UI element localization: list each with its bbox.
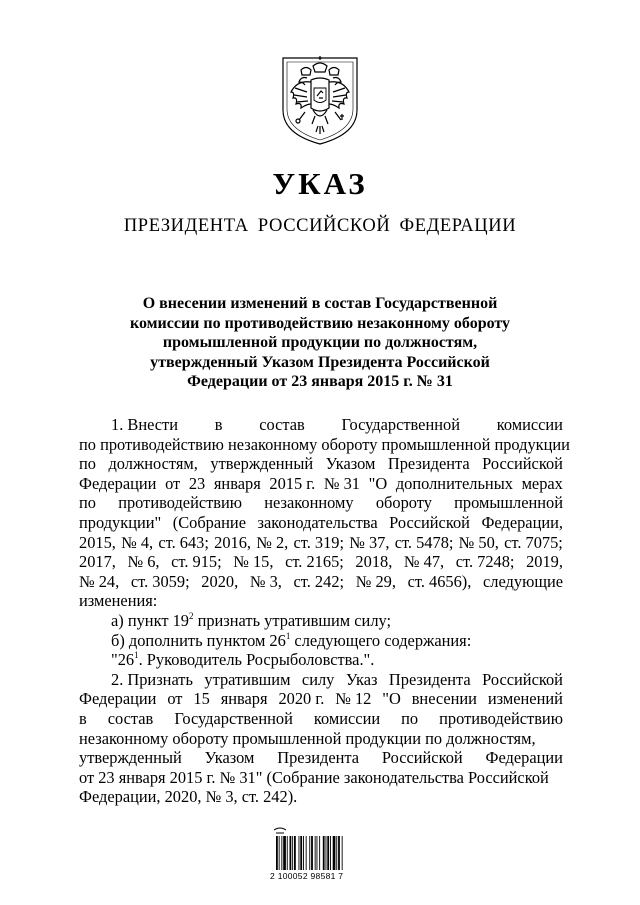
barcode-bar xyxy=(338,836,340,870)
word: по xyxy=(79,454,96,474)
barcode-bar xyxy=(319,836,320,870)
word: по xyxy=(79,493,96,513)
word: № 2, xyxy=(256,532,289,552)
word: Федерации xyxy=(79,473,157,493)
barcode-bar xyxy=(317,836,318,870)
word: № 6, xyxy=(127,552,160,572)
word: 2020, xyxy=(201,571,239,591)
word: противодействию xyxy=(439,708,563,728)
word: следующие xyxy=(483,571,563,591)
document-title: УКАЗ xyxy=(272,166,368,201)
barcode-bar xyxy=(276,836,278,870)
word: дополнительных xyxy=(395,473,513,493)
barcode-bar xyxy=(311,836,313,870)
body-line xyxy=(79,572,563,592)
word: Российской xyxy=(381,748,463,768)
word: изменений xyxy=(487,689,563,709)
word: ст. 643; xyxy=(158,532,209,552)
body-line: изменения: xyxy=(79,591,158,611)
word: Президента xyxy=(387,454,470,474)
word: Федерации, xyxy=(481,512,563,532)
body-line xyxy=(79,474,563,494)
word: № 4, xyxy=(121,532,154,552)
barcode-bar xyxy=(342,836,343,870)
word: № 3, xyxy=(249,571,282,591)
body-line: незаконному обороту промышленной продукции по должностям, xyxy=(79,728,536,748)
word: мерах xyxy=(521,473,563,493)
word: 2019, xyxy=(526,552,563,572)
word: продукции" xyxy=(79,512,162,532)
barcode-bar xyxy=(299,836,300,870)
body-line xyxy=(79,748,563,768)
word: в xyxy=(79,708,87,728)
state-emblem-icon xyxy=(277,52,363,146)
barcode-bar xyxy=(281,836,282,870)
word: Указ xyxy=(345,669,378,689)
document-subtitle: ПРЕЗИДЕНТА РОССИЙСКОЙ ФЕДЕРАЦИИ xyxy=(123,216,517,236)
body-line: Федерации, 2020, № 3, ст. 242). xyxy=(79,787,298,807)
barcode-bar xyxy=(294,836,296,870)
barcode-mark-icon xyxy=(274,828,286,833)
word: утвержденный xyxy=(210,454,314,474)
barcode-bar xyxy=(315,836,316,870)
heading-line: промышленной продукции по должностям, xyxy=(162,334,478,352)
word: ст. 7075; xyxy=(504,532,563,552)
word: ст. 4656), xyxy=(407,571,472,591)
body-line xyxy=(79,670,563,690)
word: ст. 7248; xyxy=(455,552,515,572)
barcode-bar xyxy=(336,836,337,870)
word: "О xyxy=(368,473,388,493)
word: "О xyxy=(382,689,401,709)
barcode-bar xyxy=(283,836,286,870)
body-line: по противодействию незаконному обороту промышленной продукции xyxy=(79,434,570,454)
body-line xyxy=(79,533,563,553)
body-line xyxy=(79,689,563,709)
body-line xyxy=(79,513,563,533)
word: Российской xyxy=(482,454,563,474)
word: января xyxy=(213,473,261,493)
word: ст. 3059; xyxy=(130,571,190,591)
word: Государственной xyxy=(174,708,293,728)
word: 2015, xyxy=(79,532,116,552)
word: должностям, xyxy=(108,454,198,474)
decree-heading xyxy=(120,294,520,392)
word: 2018, xyxy=(355,552,393,572)
heading-line: Федерации от 23 января 2015 г. № 31 xyxy=(187,373,453,391)
barcode-bar xyxy=(279,836,280,870)
word: 1. Внести xyxy=(111,415,178,434)
subitem-b: б) дополнить пунктом $26^1$ следующего содержания: xyxy=(111,630,472,650)
word: Президента xyxy=(388,669,471,689)
body-line xyxy=(79,552,563,572)
word: промышленной xyxy=(454,493,563,513)
heading-line: комиссии по противодействию незаконному обороту xyxy=(129,314,511,332)
barcode-number: 2 100052 98581 7 xyxy=(270,871,344,881)
word: ст. 319; xyxy=(293,532,345,552)
word: № 15, xyxy=(233,552,274,572)
word: ст. 5478; xyxy=(394,532,454,552)
word: 2015 г. xyxy=(269,473,316,493)
barcode-bar xyxy=(327,836,329,870)
word: противодействию xyxy=(118,493,243,513)
word: № 24, xyxy=(79,571,120,591)
heading-line: утвержденный Указом Президента Российской xyxy=(150,353,490,371)
word: № 47, xyxy=(403,552,445,572)
word: Федерации xyxy=(79,689,157,709)
barcode-bar xyxy=(323,836,325,870)
word: ст. 242; xyxy=(293,571,345,591)
word: от xyxy=(165,473,181,493)
word: ст. 2165; xyxy=(285,552,344,572)
word: № 29, xyxy=(355,571,396,591)
word: 2. Признать xyxy=(111,669,193,689)
word: Российской xyxy=(389,512,470,532)
barcode-bar xyxy=(309,836,310,870)
word: законодательства xyxy=(257,512,378,532)
barcode-bar xyxy=(290,836,292,870)
body-line: от 23 января 2015 г. № 31" (Собрание законодательства Российской xyxy=(79,767,549,787)
word: обороту xyxy=(375,493,432,513)
word: утвержденный xyxy=(79,748,182,768)
word: 15 xyxy=(193,689,210,709)
word: Президента xyxy=(277,748,360,768)
body-line xyxy=(79,493,563,513)
word: Указом xyxy=(325,454,376,474)
word: Указом xyxy=(204,748,255,768)
word: внесении xyxy=(411,689,477,709)
word: ст. 915; xyxy=(171,552,222,572)
body-line xyxy=(79,709,563,729)
word: января xyxy=(220,689,268,709)
word: (Собрание xyxy=(172,512,246,532)
word: № 12 xyxy=(335,689,372,709)
word: утратившим xyxy=(204,669,291,689)
barcode-bar xyxy=(326,836,327,870)
word: незаконному xyxy=(264,493,354,513)
decree-body xyxy=(79,415,570,807)
barcode-bar xyxy=(300,836,302,870)
barcode-bar xyxy=(287,836,288,870)
word: состав xyxy=(107,708,154,728)
word: 2017, xyxy=(79,552,116,572)
subitem-c: "$26^1$. Руководитель Росрыболовства.". xyxy=(111,650,375,670)
word: № 31 xyxy=(323,473,361,493)
body-line xyxy=(79,415,563,435)
word: № 37, xyxy=(349,532,390,552)
word: в xyxy=(214,415,223,434)
word: комиссии xyxy=(313,708,381,728)
word: 2020 г. xyxy=(278,689,325,709)
barcode-bar xyxy=(306,836,307,870)
word: состав xyxy=(259,415,305,434)
barcode-bar xyxy=(292,836,293,870)
word: Государственной xyxy=(341,415,460,434)
barcode-bar xyxy=(303,836,304,870)
barcode-bar xyxy=(330,836,331,870)
word: Российской xyxy=(482,669,563,689)
barcode-bar xyxy=(333,836,336,870)
word: Федерации xyxy=(485,748,563,768)
word: по xyxy=(401,708,419,728)
word: 2016, xyxy=(214,532,252,552)
word: комиссии xyxy=(496,415,563,434)
word: 23 xyxy=(188,473,206,493)
subitem-a: а) пункт $19^2$ признать утратившим силу; xyxy=(111,610,392,630)
body-line xyxy=(79,454,563,474)
word: № 50, xyxy=(458,532,499,552)
word: от xyxy=(167,689,183,709)
heading-line: О внесении изменений в состав Государственной xyxy=(142,295,498,312)
word: силу xyxy=(301,669,335,689)
